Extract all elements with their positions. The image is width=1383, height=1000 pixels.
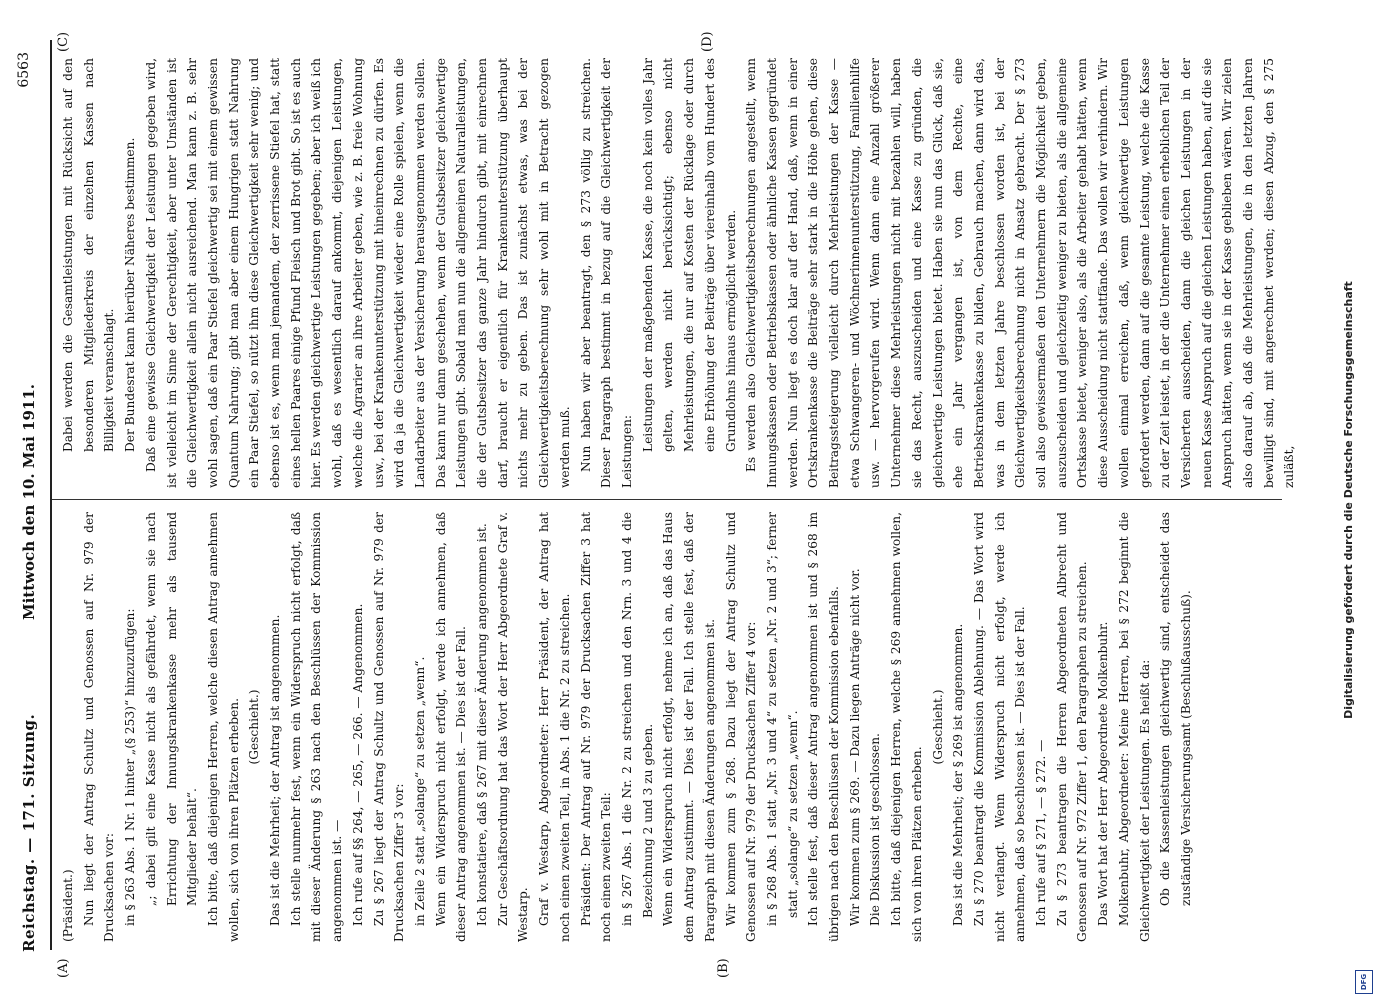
paragraph: Zu § 267 liegt der Antrag Schultz und Genossen auf Nr. 979 der Drucksachen Ziffer 3 vor: bbox=[371, 512, 407, 942]
paragraph: Präsident: Der Antrag auf Nr. 979 der Drucksachen Ziffer 3 hat noch einen zweiten Teil: bbox=[578, 512, 614, 942]
paragraph: Wir kommen zum § 269. — Dazu liegen Anträge nicht vor. bbox=[847, 568, 862, 926]
margin-mark-c: (C) bbox=[56, 31, 71, 52]
page-number: 6563 bbox=[16, 52, 32, 88]
margin-mark-a: (A) bbox=[56, 958, 71, 978]
paragraph: in § 267 Abs. 1 die Nr. 2 zu streichen und den Nrn. 3 und 4 die Bezeichnung 2 und 3 zu geben. bbox=[619, 512, 655, 926]
paragraph: Ob die Kassenleistungen gleichwertig sind, entscheidet das zuständige Versicherungsamt (Beschlußausschuß). bbox=[1158, 512, 1193, 906]
right-column bbox=[58, 58, 1297, 488]
paragraph: in § 268 Abs. 1 statt „Nr. 3 und 4“ zu setzen „Nr. 2 und 3“; ferner statt „solange“ zu setzen „wenn“. bbox=[764, 512, 800, 926]
paragraph: Dabei werden die Gesamtleistungen mit Rücksicht auf den besonderen Mitgliederkreis der einzelnen Kassen nach Billigkeit veranschlagt. bbox=[61, 58, 117, 452]
speaker-label: (Präsident.) bbox=[61, 869, 75, 942]
dfg-logo: DFG bbox=[1355, 970, 1373, 994]
paragraph: Ich stelle fest, daß dieser Antrag angenommen ist und § 268 im übrigen nach den Beschlüssen der Kommission ebenfalls. bbox=[806, 512, 842, 942]
paragraph: Ich rufe auf § 271, — § 272. — bbox=[1034, 739, 1049, 926]
paragraph: Nun haben wir aber beantragt, den § 273 völlig zu streichen. Dieser Paragraph bestimmt in bezug auf die Gleichwertigkeit der Leistungen: bbox=[578, 58, 634, 488]
paragraph: Nun liegt der Antrag Schultz und Genossen auf Nr. 979 der Drucksachen vor: bbox=[81, 512, 117, 942]
paragraph: (Geschieht.) bbox=[930, 689, 945, 765]
paragraph: Graf v. Westarp, Abgeordneter: Herr Präsident, der Antrag hat noch einen zweiten Teil, in Abs. 1 die Nr. 2 zu streichen. bbox=[537, 512, 572, 942]
paragraph: in Zeile 2 statt „solange“ zu setzen „wenn“. bbox=[412, 656, 427, 926]
paragraph: Ich bitte, daß diejenigen Herren, welche diesen Antrag annehmen wollen, sich von ihren Plätzen erheben. bbox=[205, 512, 241, 942]
paragraph: „; dabei gilt eine Kasse nicht als gefährdet, wenn sie nach Errichtung der Innungskrankenkasse mehr als tausend Mitglieder behält“. bbox=[143, 512, 200, 906]
paragraph: Das ist die Mehrheit; der Antrag ist angenommen. bbox=[268, 614, 283, 926]
paragraph: (Geschieht.) bbox=[247, 689, 262, 765]
paragraph: Zur Geschäftsordnung hat das Wort der Herr Abgeordnete Graf v. Westarp. bbox=[495, 512, 531, 942]
paragraph: Ich bitte, daß diejenigen Herren, welche § 269 annehmen wollen, sich von ihren Plätzen erheben. bbox=[889, 512, 924, 942]
paragraph: Wenn ein Widerspruch nicht erfolgt, werde ich annehmen, daß dieser Antrag angenommen ist. — Dies ist der Fall. bbox=[433, 512, 469, 942]
header-rule bbox=[50, 40, 52, 950]
header-date: Mittwoch den 10. Mai 1911. bbox=[20, 383, 38, 621]
margin-mark-d: (D) bbox=[700, 31, 715, 52]
paragraph: Die Diskussion ist geschlossen. bbox=[868, 733, 883, 926]
column-divider bbox=[52, 499, 1282, 500]
paragraph: Wir kommen zum § 268. Dazu liegt der Antrag Schultz und Genossen auf Nr. 979 der Drucksachen Ziffer 4 vor: bbox=[723, 512, 759, 942]
paragraph: Zu § 273 beantragen die Herren Abgeordneten Albrecht und Genossen auf Nr. 972 Ziffer 1, den Paragraphen zu streichen. bbox=[1054, 512, 1090, 942]
header-session: Reichstag. — 171. Sitzung. bbox=[20, 713, 38, 952]
left-column bbox=[58, 512, 1288, 942]
paragraph: Das Wort hat der Herr Abgeordnete Molkenbuhr. bbox=[1096, 621, 1111, 926]
paragraph: Es werden also Gleichwertigkeitsberechnungen angestellt, wenn Innungskassen oder Betriebskassen oder ähnliche Kassen gegründet werden. Nun liegt es doch klar auf der Hand, daß, wenn in einer Ortskrankenkasse die Beiträge sehr stark in die Höhe gehen, diese Beitragssteigerung vielleicht durch Mehrleistungen der Kasse — etwa Schwangeren- und Wöchnerinnenunterstützung, Familienhilfe usw. — hervorgerufen wird. Wenn dann eine Anzahl größerer Unternehmer diese Mehrleistungen nicht mit bezahlen will, haben sie das Recht, auszuscheiden und eine Kasse zu gründen, die gleichwertige Leistungen bietet. Haben sie nun das Glück, daß sie, ehe ein Jahr vergangen ist, von dem Rechte, eine Betriebskrankenkasse zu bilden, Gebrauch machen, dann wird das, was in dem letzten Jahre beschlossen worden ist, bei der Gleichwertigkeitsberechnung nicht in Ansatz gebracht. Der § 273 soll also gewissermaßen den Unternehmern die Möglichkeit geben, auszuscheiden und gleichzeitig weniger zu bieten, als die allgemeine Ortskasse bietet, weniger also, als die Arbeiter gehabt hätten, wenn diese Ausscheidung nicht stattfände. Das wollen wir verhindern. Wir wollen einmal erreichen, daß, wenn gleichwertige Leistungen gefordert werden, dann auf die gesamte Leistung, welche die Kasse zu der Zeit leistet, in der die Unternehmer einen erheblichen Teil der Versicherten ausscheiden, dann die gleichen Leistungen in der neuen Kasse Anspruch auf die gleichen Leistungen haben, auf die sie Anspruch hätten, wenn sie in der Kasse geblieben wären. Wir zielen also darauf ab, daß die Mehrleistungen, die in den letzten Jahren bewilligt sind, mit angerechnet werden; diesen Abzug, den § 275 zuläßt, bbox=[744, 58, 1297, 488]
paragraph: Molkenbuhr, Abgeordneter: Meine Herren, bei § 272 beginnt die Gleichwertigkeit der Leistungen. Es heißt da: bbox=[1116, 512, 1152, 942]
paragraph: Zu § 270 beantragt die Kommission Ablehnung. — Das Wort wird nicht verlangt. Wenn Widerspruch nicht erfolgt, werde ich annehmen, daß so beschlossen ist. — Dies ist der Fall. bbox=[971, 512, 1028, 942]
page-header bbox=[8, 52, 48, 952]
paragraph: Ich stelle nunmehr fest, wenn ein Widerspruch nicht erfolgt, daß mit dieser Änderung § 263 nach den Beschlüssen der Kommission angenommen ist. — bbox=[288, 512, 345, 942]
paragraph: in § 263 Abs. 1 Nr. 1 hinter „(§ 253)“ hinzuzufügen: bbox=[123, 608, 138, 926]
paragraph: Der Bundesrat kann hierüber Näheres bestimmen. bbox=[123, 137, 138, 452]
margin-mark-b: (B) bbox=[716, 958, 731, 978]
paragraph: Ich konstatiere, daß § 267 mit dieser Änderung angenommen ist. bbox=[475, 523, 490, 926]
paragraph: Wenn ein Widerspruch nicht erfolgt, nehme ich an, daß das Haus dem Antrag zustimmt. — Dies ist der Fall. Ich stelle fest, daß der Paragraph mit diesen Änderungen angenommen ist. bbox=[661, 512, 717, 942]
paragraph: Leistungen der maßgebenden Kasse, die noch kein volles Jahr gelten, werden nicht berücksichtigt; ebenso nicht Mehrleistungen, die nur auf Kosten der Rücklage oder durch eine Erhöhung der Beiträge über viereinhalb vom Hundert des Grundlohns hinaus ermöglicht werden. bbox=[640, 58, 738, 452]
digitization-note: Digitalisierung gefördert durch die Deutsche Forschungsgemeinschaft bbox=[1342, 281, 1355, 719]
paragraph: Ich rufe auf §§ 264, — 265, — 266. — Angenommen. bbox=[350, 603, 365, 926]
paragraph: Daß eine gewisse Gleichwertigkeit der Leistungen gegeben wird, ist vielleicht im Sinne der Gerechtigkeit, aber unter Umständen ist die Gleichwertigkeit allein nicht ausreichend. Man kann z. B. sehr wohl sagen, daß ein Paar Stiefel gleichwertig sei mit einem gewissen Quantum Nahrung; gibt man aber einem Hungrigen statt Nahrung ein Paar Stiefel, so nützt ihm diese Gleichwertigkeit sehr wenig; und ebenso ist es, wenn man jemandem, der zerrissene Stiefel hat, statt eines hellen Paares einige Pfund Fleisch und Brot gibt. So ist es auch hier. Es werden gleichwertige Leistungen gegeben; aber ich weiß ich wohl, daß es wesentlich darauf ankommt, diejenigen Leistungen, welche die Agrarier an ihre Arbeiter geben, wie z. B. freie Wohnung usw., bei der Krankenunterstützung mit hineinrechnen zu dürfen. Es wird da ja die Gleichwertigkeit wieder eine Rolle spielen, wenn die Landarbeiter aus der Versicherung herausgenommen werden sollen. Das kann nur dann geschehen, wenn der Gutsbesitzer gleichwertige Leistungen gibt. Sobald man nun die allgemeinen Naturalleistungen, die der Gutsbesitzer das ganze Jahr hindurch gibt, mit einrechnen darf, braucht er eigentlich für Krankenunterstützung überhaupt nichts mehr zu geben. Das ist zunächst etwas, was bei der Gleichwertigkeitsberechnung sehr wohl mit in Betracht gezogen werden muß. bbox=[143, 58, 572, 488]
paragraph: Das ist die Mehrheit; der § 269 ist angenommen. bbox=[951, 623, 966, 926]
